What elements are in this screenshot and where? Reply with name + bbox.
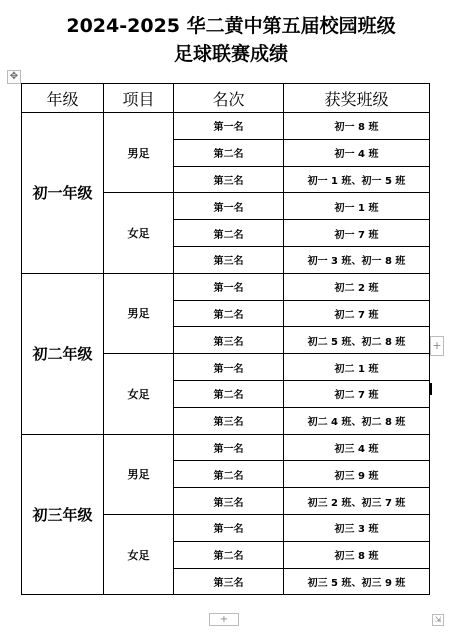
add-column-plus-icon[interactable]: + — [430, 336, 444, 356]
rank-cell: 第二名 — [174, 380, 284, 407]
category-cell: 女足 — [104, 193, 174, 273]
rank-cell: 第二名 — [174, 300, 284, 327]
class-cell: 初三 2 班、初三 7 班 — [284, 488, 430, 515]
category-cell: 男足 — [104, 273, 174, 353]
table-resize-icon[interactable]: ⇲ — [432, 614, 444, 626]
class-cell: 初一 4 班 — [284, 139, 430, 166]
rank-cell: 第三名 — [174, 488, 284, 515]
class-cell: 初一 3 班、初一 8 班 — [284, 246, 430, 273]
rank-cell: 第一名 — [174, 354, 284, 381]
category-cell: 女足 — [104, 354, 174, 434]
table-row — [22, 273, 430, 300]
rank-cell: 第三名 — [174, 327, 284, 354]
class-cell: 初二 1 班 — [284, 354, 430, 381]
grade-cell: 初三年级 — [22, 434, 104, 595]
header-grade: 年级 — [22, 84, 104, 113]
class-cell: 初三 8 班 — [284, 541, 430, 568]
rank-cell: 第一名 — [174, 193, 284, 220]
rank-cell: 第一名 — [174, 514, 284, 541]
class-cell: 初二 7 班 — [284, 300, 430, 327]
rank-cell: 第三名 — [174, 166, 284, 193]
category-cell: 女足 — [104, 514, 174, 594]
class-cell: 初三 5 班、初三 9 班 — [284, 568, 430, 595]
class-cell: 初一 8 班 — [284, 113, 430, 140]
class-cell: 初一 7 班 — [284, 220, 430, 247]
document-title-line1: 2024-2025 华二黄中第五届校园班级 — [66, 15, 396, 37]
grade-cell: 初一年级 — [22, 113, 104, 274]
class-cell: 初二 4 班、初二 8 班 — [284, 407, 430, 434]
header-rank: 名次 — [174, 84, 284, 113]
document-title-line2: 足球联赛成绩 — [173, 43, 288, 65]
class-cell: 初二 7 班 — [284, 380, 430, 407]
rank-cell: 第二名 — [174, 461, 284, 488]
category-cell: 男足 — [104, 113, 174, 193]
table-row — [22, 434, 430, 461]
table-move-handle-icon[interactable]: ✥ — [7, 70, 21, 84]
grade-cell: 初二年级 — [22, 273, 104, 434]
rank-cell: 第二名 — [174, 220, 284, 247]
category-cell: 男足 — [104, 434, 174, 514]
results-table — [21, 83, 430, 595]
rank-cell: 第二名 — [174, 139, 284, 166]
table-header-row — [22, 84, 430, 113]
header-category: 项目 — [104, 84, 174, 113]
class-cell: 初三 9 班 — [284, 461, 430, 488]
rank-cell: 第一名 — [174, 273, 284, 300]
text-cursor — [430, 383, 432, 395]
table-row — [22, 113, 430, 140]
class-cell: 初一 1 班、初一 5 班 — [284, 166, 430, 193]
class-cell: 初二 5 班、初二 8 班 — [284, 327, 430, 354]
rank-cell: 第三名 — [174, 407, 284, 434]
class-cell: 初二 2 班 — [284, 273, 430, 300]
add-row-plus-icon[interactable]: + — [209, 613, 239, 626]
class-cell: 初三 3 班 — [284, 514, 430, 541]
rank-cell: 第一名 — [174, 434, 284, 461]
rank-cell: 第三名 — [174, 568, 284, 595]
rank-cell: 第三名 — [174, 246, 284, 273]
rank-cell: 第一名 — [174, 113, 284, 140]
header-winning-class: 获奖班级 — [284, 84, 430, 113]
class-cell: 初一 1 班 — [284, 193, 430, 220]
rank-cell: 第二名 — [174, 541, 284, 568]
class-cell: 初三 4 班 — [284, 434, 430, 461]
